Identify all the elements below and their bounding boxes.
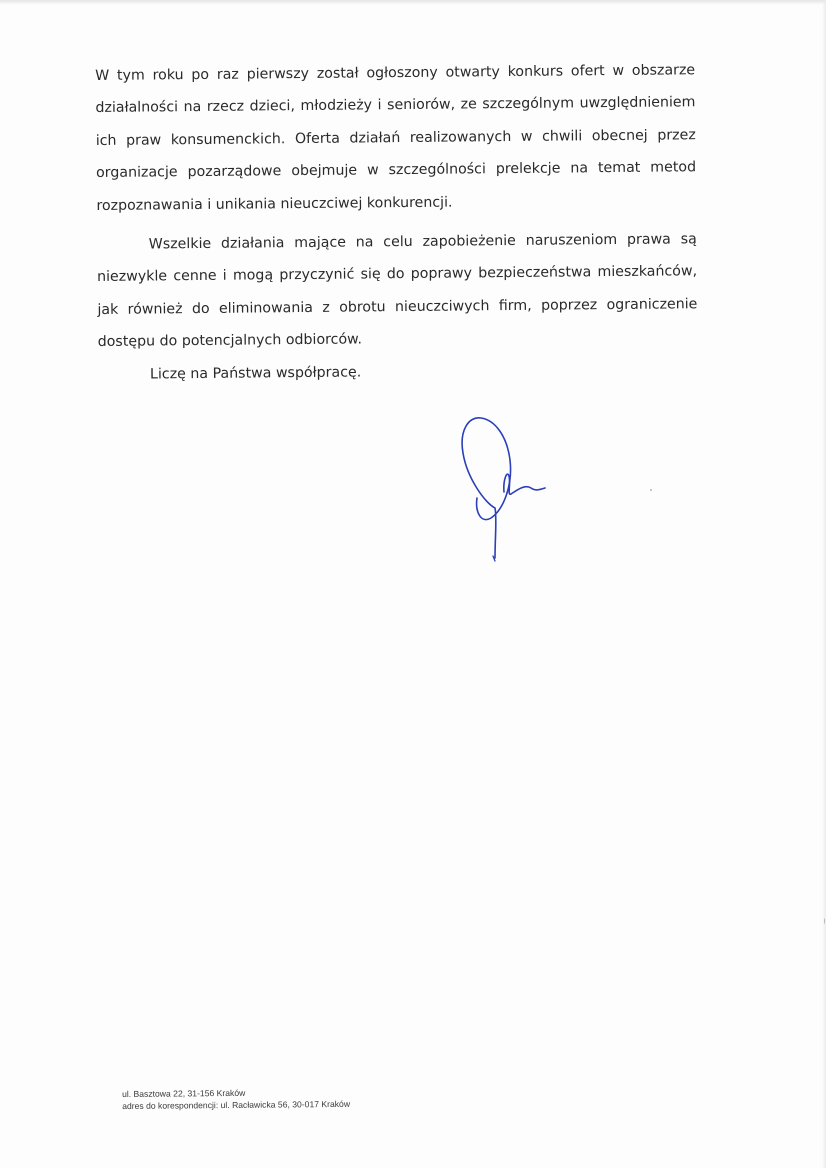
scan-speck — [824, 918, 825, 924]
footer-address: ul. Basztowa 22, 31-156 Kraków — [122, 1087, 246, 1099]
letterhead-footer — [122, 1087, 350, 1112]
signature-stroke-tail — [504, 474, 545, 494]
footer-correspondence-address: adres do korespondencji: ul. Racławicka 56, 30-017 Kraków — [122, 1098, 351, 1111]
paragraph-2: Wszelkie działania mające na celu zapobieżenie naruszeniom prawa są niezwykle cenne i mogą przyczynić się do poprawy bezpieczeństwa mieszkańców, jak również do eliminowania z obrotu nieuczciwych firm, poprzez ograniczenie dostępu do potencjalnych odbiorców. — [97, 231, 698, 351]
scan-shadow-top — [0, 0, 826, 5]
closing-line: Liczę na Państwa współpracę. — [149, 364, 362, 383]
letter-body — [95, 54, 698, 391]
paragraph-1: W tym roku po raz pierwszy został ogłoszony otwarty konkurs ofert w obszarze działalności na rzecz dzieci, młodzieży i seniorów, ze szczególnym uwzględnieniem ich praw konsumenckich. Oferta działań realizowanych w chwili obecnej przez organizacje pozarządowe obejmuje w szczególności prelekcje na temat metod rozpoznawania i unikania nieuczciwej konkurencji. — [95, 62, 697, 214]
scan-speck — [650, 489, 652, 491]
scan-shadow-right — [822, 0, 826, 1168]
handwritten-signature — [455, 408, 565, 568]
